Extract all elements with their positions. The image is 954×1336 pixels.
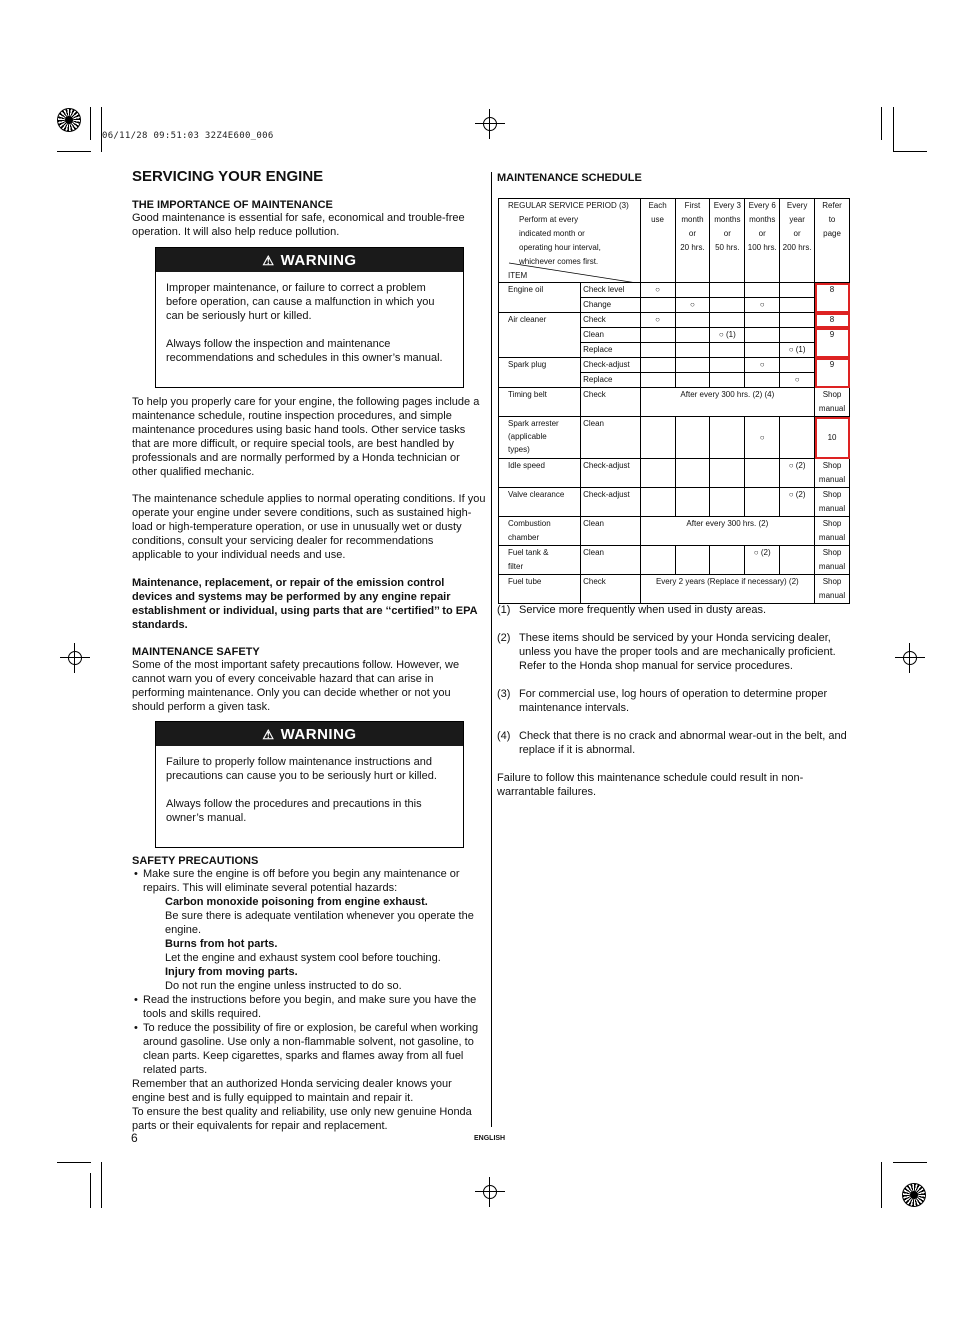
crop-mark bbox=[881, 107, 882, 140]
page-ref-cell: Shop manual bbox=[815, 546, 850, 575]
crop-mark bbox=[893, 1162, 927, 1163]
page-title: SERVICING YOUR ENGINE bbox=[132, 168, 324, 185]
item-cell: Air cleaner bbox=[499, 313, 581, 358]
maintenance-schedule-table bbox=[498, 198, 850, 604]
action-cell: Check-adjust bbox=[581, 459, 641, 488]
page-ref-cell: 10 bbox=[815, 417, 850, 459]
registration-target-icon bbox=[57, 108, 81, 132]
crop-mark bbox=[90, 1173, 91, 1208]
crop-mark bbox=[893, 151, 927, 152]
col-header: Each use bbox=[640, 199, 675, 283]
warning-box-2 bbox=[155, 721, 464, 848]
item-cell: Fuel tank & filter bbox=[499, 546, 581, 575]
action-cell: Check bbox=[581, 575, 641, 604]
precaution-item: • To reduce the possibility of fire or explosion, be careful when working around gasoline. Use only a non-flammable solvent, not gasoline, to clean parts. Keep cigarettes, sparks and flames away from all fuel related parts. bbox=[132, 1021, 486, 1077]
period-label: Perform at every bbox=[519, 215, 579, 224]
item-cell: Idle speed bbox=[499, 459, 581, 488]
precaution-item: • Make sure the engine is off before you begin any maintenance or repairs. This will eliminate several potential hazards: Carbon monoxide poisoning from engine exhaust. Be sure there is adequate ventilation whenever you operate the engine. Burns from hot parts. Let the engine and exhaust system cool before touching. Injury from moving parts. Do not run the engine unless instructed to do so. bbox=[132, 867, 486, 993]
item-cell: Fuel tube bbox=[499, 575, 581, 604]
mark-cell: ○ (2) bbox=[780, 488, 815, 517]
importance-text: Good maintenance is essential for safe, economical and trouble-free operation. It will also help reduce pollution. bbox=[132, 212, 465, 238]
mark-cell: ○ bbox=[745, 358, 780, 373]
mark-cell: ○ (1) bbox=[780, 343, 815, 358]
item-cell: Combustion chamber bbox=[499, 517, 581, 546]
footnote: (4) Check that there is no crack and abnormal wear-out in the belt, and replace if it is abnormal. bbox=[497, 730, 847, 756]
warning-text: Always follow the inspection and maintenance recommendations and schedules in this owner’s manual. bbox=[166, 338, 443, 364]
warning-triangle-icon: ⚠ bbox=[262, 727, 275, 742]
period-label: operating hour interval, bbox=[519, 243, 601, 252]
warning-text: Failure to properly follow maintenance instructions and precautions can cause you to be seriously hurt or killed. bbox=[166, 756, 437, 782]
period-label: whichever comes first. bbox=[519, 257, 599, 266]
crop-mark bbox=[101, 1162, 102, 1208]
col-header: Refer to page bbox=[815, 199, 850, 283]
mark-cell: ○ bbox=[675, 298, 710, 313]
parts-note: To ensure the best quality and reliability, use only new genuine Honda parts or their equivalents for repair and replacement. bbox=[132, 1106, 472, 1132]
precautions-heading: SAFETY PRECAUTIONS bbox=[132, 855, 259, 867]
period-label: indicated month or bbox=[519, 229, 585, 238]
item-cell: Valve clearance bbox=[499, 488, 581, 517]
action-cell: Check bbox=[581, 388, 641, 417]
action-cell: Clean bbox=[581, 517, 641, 546]
hazard-title: Burns from hot parts. bbox=[165, 938, 278, 950]
importance-heading: THE IMPORTANCE OF MAINTENANCE bbox=[132, 199, 333, 211]
page-ref-cell: Shop manual bbox=[815, 459, 850, 488]
warning-text: Always follow the procedures and precautions in this owner’s manual. bbox=[166, 798, 422, 824]
period-label: REGULAR SERVICE PERIOD (3) bbox=[508, 201, 629, 210]
footnote: (3) For commercial use, log hours of operation to determine proper maintenance intervals. bbox=[497, 688, 828, 714]
page-ref-cell: Shop manual bbox=[815, 388, 850, 417]
col-header: First month or 20 hrs. bbox=[675, 199, 710, 283]
hazard-text: Let the engine and exhaust system cool before touching. bbox=[165, 952, 441, 964]
span-cell: Every 2 years (Replace if necessary) (2) bbox=[640, 575, 814, 604]
page-ref-cell: Shop manual bbox=[815, 517, 850, 546]
page-ref-cell: 8 bbox=[815, 283, 850, 313]
action-cell: Check-adjust bbox=[581, 488, 641, 517]
hazard-text: Do not run the engine unless instructed to do so. bbox=[165, 980, 402, 992]
crop-mark bbox=[57, 1162, 91, 1163]
warning-label: WARNING bbox=[280, 726, 357, 743]
mark-cell: ○ (1) bbox=[710, 328, 745, 343]
mark-cell: ○ bbox=[780, 373, 815, 388]
intro-paragraph: To help you properly care for your engine, the following pages include a maintenance schedule, routine inspection procedures, and simple maintenance procedures using basic hand tools. Other service tasks that are more difficult, or require special tools, are best handled by professionals and are normally performed by a Honda technician or other qualified mechanic. bbox=[132, 396, 480, 478]
hazard-text: Be sure there is adequate ventilation whenever you operate the engine. bbox=[165, 910, 474, 936]
col-header: Every 3 months or 50 hrs. bbox=[710, 199, 745, 283]
crop-mark bbox=[101, 107, 102, 152]
crosshair-icon bbox=[895, 643, 925, 673]
footnote: (2) These items should be serviced by your Honda servicing dealer, unless you have the proper tools and are mechanically proficient. Refer to the Honda shop manual for service procedures. bbox=[497, 632, 836, 672]
page-ref-cell: 9 bbox=[815, 328, 850, 358]
item-cell: Spark plug bbox=[499, 358, 581, 388]
crosshair-icon bbox=[475, 1177, 505, 1207]
action-cell: Clean bbox=[581, 546, 641, 575]
page-ref-cell: 8 bbox=[815, 313, 850, 328]
mark-cell: ○ (2) bbox=[745, 546, 780, 575]
crop-mark bbox=[893, 107, 894, 152]
footnote: (1) Service more frequently when used in dusty areas. bbox=[497, 604, 767, 616]
col-header: Every year or 200 hrs. bbox=[780, 199, 815, 283]
mark-cell: ○ bbox=[640, 283, 675, 298]
mark-cell: ○ bbox=[745, 417, 780, 459]
crosshair-icon bbox=[475, 109, 505, 139]
page-ref-cell: Shop manual bbox=[815, 488, 850, 517]
page-ref-cell: Shop manual bbox=[815, 575, 850, 604]
mark-cell: ○ bbox=[745, 298, 780, 313]
column-divider bbox=[491, 172, 492, 1127]
safety-text: Some of the most important safety precautions follow. However, we cannot warn you of every conceivable hazard that can arise in performing maintenance. Only you can decide whether or not you should perform a given task. bbox=[132, 659, 460, 713]
hazard-title: Injury from moving parts. bbox=[165, 966, 298, 978]
col-header: Every 6 months or 100 hrs. bbox=[745, 199, 780, 283]
span-cell: After every 300 hrs. (2) (4) bbox=[640, 388, 814, 417]
print-stamp: 06/11/28 09:51:03 32Z4E600_006 bbox=[102, 131, 274, 141]
emission-notice: Maintenance, replacement, or repair of the emission control devices and systems may be performed by any engine repair establishment or individual, using parts that are ‘‘certified’’ to EPA standards. bbox=[132, 577, 478, 631]
item-cell: Spark arrester (applicable types) bbox=[499, 417, 581, 459]
warning-text: Improper maintenance, or failure to correct a problem before operation, can cause a malfunction in which you can be seriously hurt or killed. bbox=[166, 282, 435, 322]
mark-cell: ○ bbox=[640, 313, 675, 328]
registration-target-icon bbox=[902, 1183, 926, 1207]
schedule-warning-note: Failure to follow this maintenance schedule could result in non-warrantable failures. bbox=[497, 772, 804, 798]
language-label: ENGLISH bbox=[474, 1135, 506, 1142]
action-cell: Clean bbox=[581, 417, 641, 459]
crop-mark bbox=[881, 1162, 882, 1208]
warning-label: WARNING bbox=[280, 252, 357, 269]
schedule-heading: MAINTENANCE SCHEDULE bbox=[497, 172, 642, 184]
warning-triangle-icon: ⚠ bbox=[262, 253, 275, 268]
span-cell: After every 300 hrs. (2) bbox=[640, 517, 814, 546]
action-cell: Check level bbox=[581, 283, 641, 298]
dealer-note: Remember that an authorized Honda servicing dealer knows your engine best and is fully equipped to maintain and repair it. bbox=[132, 1078, 452, 1104]
crop-mark bbox=[57, 151, 91, 152]
item-label: ITEM bbox=[508, 271, 528, 280]
crosshair-icon bbox=[60, 643, 90, 673]
mark-cell: ○ (2) bbox=[780, 459, 815, 488]
warning-header bbox=[156, 248, 463, 272]
period-header-cell bbox=[499, 199, 641, 283]
page-number: 6 bbox=[131, 1131, 138, 1145]
action-cell: Change bbox=[581, 298, 641, 313]
warning-box-1 bbox=[155, 247, 464, 388]
safety-heading: MAINTENANCE SAFETY bbox=[132, 646, 260, 658]
action-cell: Replace bbox=[581, 343, 641, 358]
footnotes bbox=[497, 603, 853, 799]
hazard-title: Carbon monoxide poisoning from engine exhaust. bbox=[165, 896, 428, 908]
action-cell: Replace bbox=[581, 373, 641, 388]
action-cell: Check-adjust bbox=[581, 358, 641, 373]
item-cell: Timing belt bbox=[499, 388, 581, 417]
item-cell: Engine oil bbox=[499, 283, 581, 313]
action-cell: Clean bbox=[581, 328, 641, 343]
page-ref-cell: 9 bbox=[815, 358, 850, 388]
intro-paragraph: The maintenance schedule applies to normal operating conditions. If you operate your engine under severe conditions, such as sustained high-load or high-temperature operation, or use in unusually wet or dusty conditions, consult your servicing dealer for recommendations applicable to your individual needs and use. bbox=[132, 493, 486, 561]
crop-mark bbox=[90, 107, 91, 140]
precaution-item: • Read the instructions before you begin, and make sure you have the tools and skills required. bbox=[132, 993, 486, 1021]
warning-header bbox=[156, 722, 463, 746]
action-cell: Check bbox=[581, 313, 641, 328]
